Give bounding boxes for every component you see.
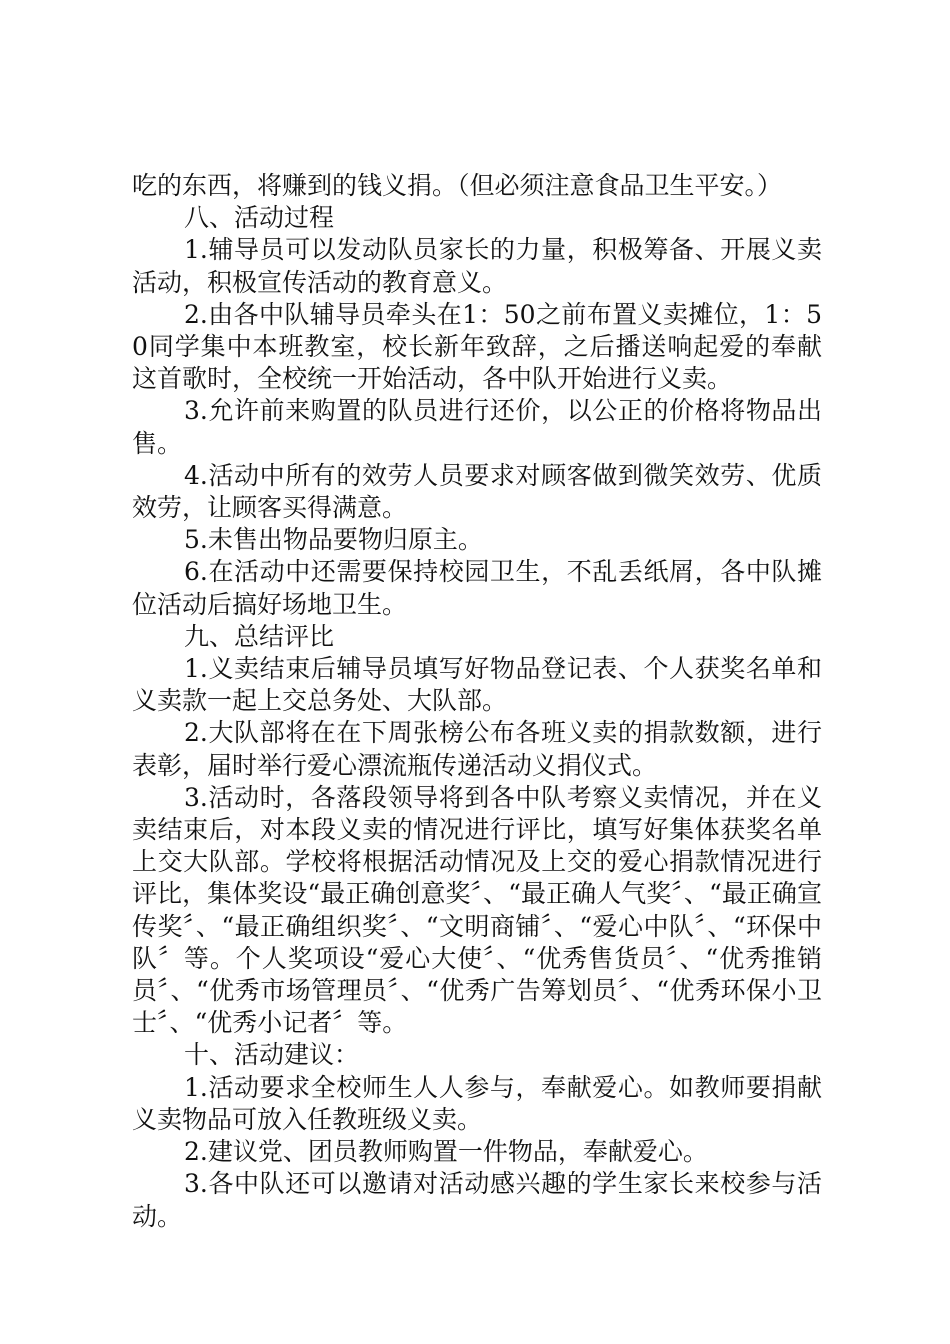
list-item: 4.活动中所有的效劳人员要求对顾客做到微笑效劳、优质效劳，让顾客买得满意。 bbox=[132, 460, 822, 523]
list-item: 2.由各中队辅导员牵头在1：50之前布置义卖摊位，1：50同学集中本班教室，校长新年致辞，之后播送响起爱的奉献这首歌时，全校统一开始活动，各中队开始进行义卖。 bbox=[132, 299, 822, 394]
list-item: 5.未售出物品要物归原主。 bbox=[184, 525, 483, 555]
list-item: 2.大队部将在在下周张榜公布各班义卖的捐款数额，进行表彰，届时举行爱心漂流瓶传递活动义捐仪式。 bbox=[132, 718, 822, 780]
list-item: 1.义卖结束后辅导员填写好物品登记表、个人获奖名单和义卖款一起上交总务处、大队部。 bbox=[132, 654, 822, 716]
section-heading-suggestions: 十、活动建议： bbox=[184, 1040, 360, 1070]
document-body bbox=[132, 170, 822, 1233]
section-heading-summary: 九、总结评比 bbox=[184, 621, 335, 651]
list-item: 2.建议党、团员教师购置一件物品，奉献爱心。 bbox=[184, 1137, 708, 1167]
list-item: 6.在活动中还需要保持校园卫生，不乱丢纸屑，各中队摊位活动后搞好场地卫生。 bbox=[132, 557, 822, 619]
list-item: 3.活动时，各落段领导将到各中队考察义卖情况，并在义卖结束后，对本段义卖的情况进行评比，填写好集体获奖名单上交大队部。学校将根据活动情况及上交的爱心捐款情况进行评比，集体奖设“最正确创意奖〞、“最正确人气奖〞、“最正确宣传奖〞、“最正确组织奖〞、“文明商铺〞、“爱心中队〞、“环保中队〞等。个人奖项设“爱心大使〞、“优秀售货员〞、“优秀推销员〞、“优秀市场管理员〞、“优秀广告筹划员〞、“优秀环保小卫士〞、“优秀小记者〞等。 bbox=[132, 782, 822, 1038]
section-heading-activity-process: 八、活动过程 bbox=[184, 203, 335, 233]
list-item: 3.各中队还可以邀请对活动感兴趣的学生家长来校参与活动。 bbox=[132, 1169, 822, 1231]
paragraph-continuation: 吃的东西，将赚到的钱义捐。（但必须注意食品卫生平安。） bbox=[132, 171, 783, 200]
list-item: 3.允许前来购置的队员进行还价，以公正的价格将物品出售。 bbox=[132, 396, 822, 458]
list-item: 1.辅导员可以发动队员家长的力量，积极筹备、开展义卖活动，积极宣传活动的教育意义。 bbox=[132, 235, 822, 297]
list-item: 1.活动要求全校师生人人参与，奉献爱心。如教师要捐献义卖物品可放入任教班级义卖。 bbox=[132, 1072, 822, 1134]
